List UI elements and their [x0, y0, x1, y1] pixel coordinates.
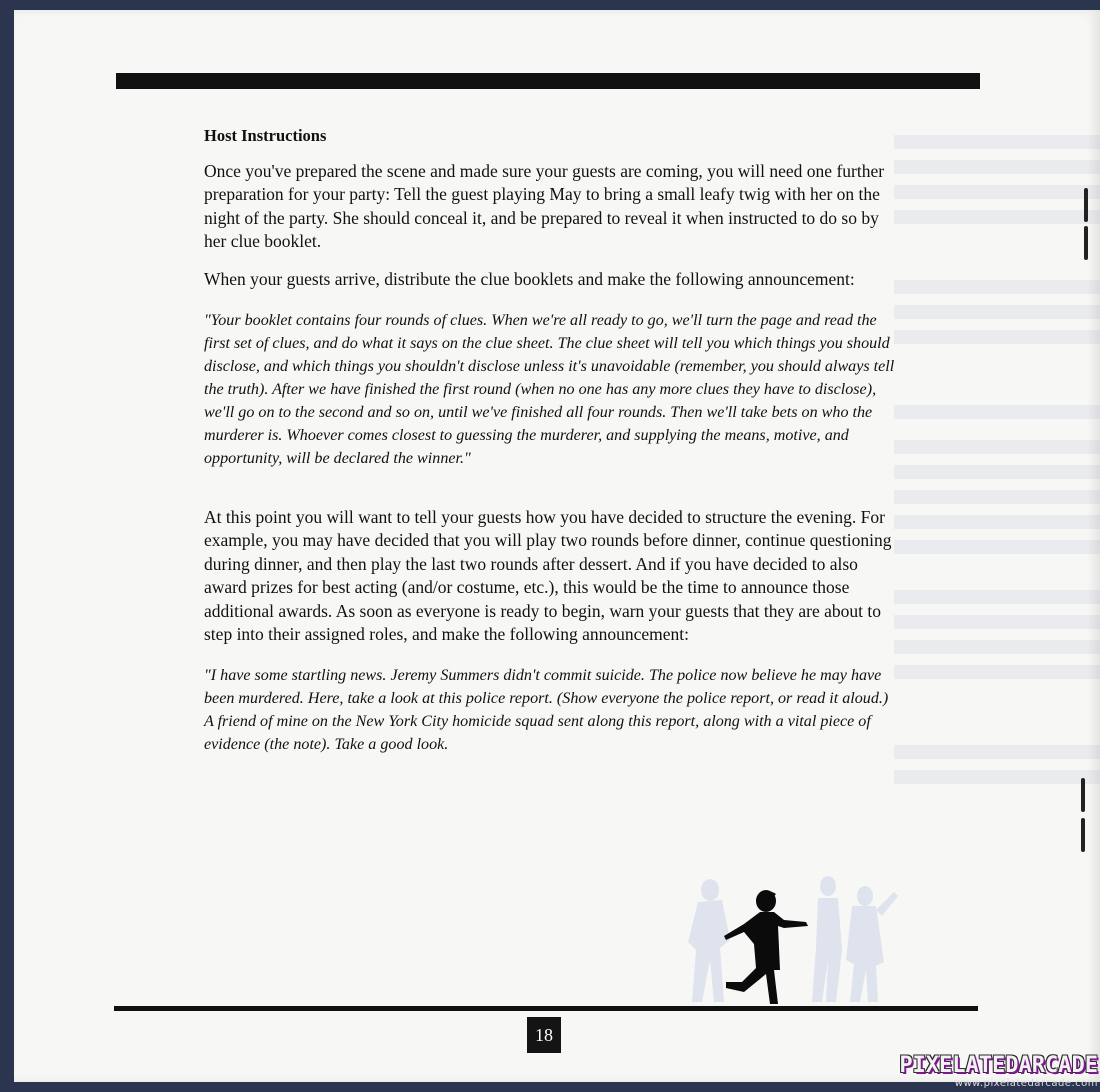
dancing-woman-silhouette-icon: [680, 870, 980, 1010]
announcement-quote: "Your booklet contains four rounds of clues. When we're all ready to go, we'll turn the page and read the first set of clues, and do what it says on the clue sheet. The clue sheet will tell you which things you should disclose, and which things you shouldn't disclose unless it's unavoidable (remember, you should always tell the truth). After we have finished the first round (when no one has any more clues they have to disclose), we'll go on to the second and so on, until we've finished all four rounds. Then we'll take bets on who the murderer is. Whoever comes closest to guessing the murderer, and supplying the means, motive, and opportunity, will be declared the winner.": [204, 312, 895, 468]
body-paragraph: Once you've prepared the scene and made sure your guests are coming, you will need one further preparation for your party: Tell the guest playing May to bring a small leafy twig with her on the night of the party. She should conceal it, and be prepared to reveal it when instructed to do so by her clue booklet.: [204, 161, 885, 252]
section-heading: Host Instructions: [204, 126, 327, 145]
announcement-quote: "I have some startling news. Jeremy Summers didn't commit suicide. The police now believe he may have been murdered. Here, take a look at this police report. (Show everyone the police report, or read it aloud.) A friend of mine on the New York City homicide squad sent along this report, along with a vital piece of evidence (the note). Take a good look.: [204, 667, 889, 754]
body-paragraph: At this point you will want to tell your guests how you have decided to structure the evening. For example, you may have decided that you will play two rounds before dinner, continue questioning during dinner, and then play the last two rounds after dessert. And if you have decided to also award prizes for best acting (and/or costume, etc.), this would be the time to announce those additional awards. As soon as everyone is ready to begin, warn your guests that they are about to step into their assigned roles, and make the following announcement:: [204, 507, 892, 645]
watermark: [899, 1054, 1098, 1090]
binding-mark: [1081, 778, 1085, 812]
bottom-rule: [114, 1006, 978, 1011]
watermark-url: www.pixelatedarcade.com: [954, 1078, 1098, 1089]
top-rule: [116, 73, 980, 89]
binding-mark: [1081, 818, 1085, 852]
body-paragraph: When your guests arrive, distribute the clue booklets and make the following announcement:: [204, 268, 855, 289]
binding-mark: [1084, 188, 1088, 222]
watermark-logo: PIXELATEDARCADE: [899, 1053, 1098, 1078]
page-number: 18: [527, 1017, 561, 1053]
page-content: [204, 126, 900, 778]
binding-mark: [1084, 226, 1088, 260]
